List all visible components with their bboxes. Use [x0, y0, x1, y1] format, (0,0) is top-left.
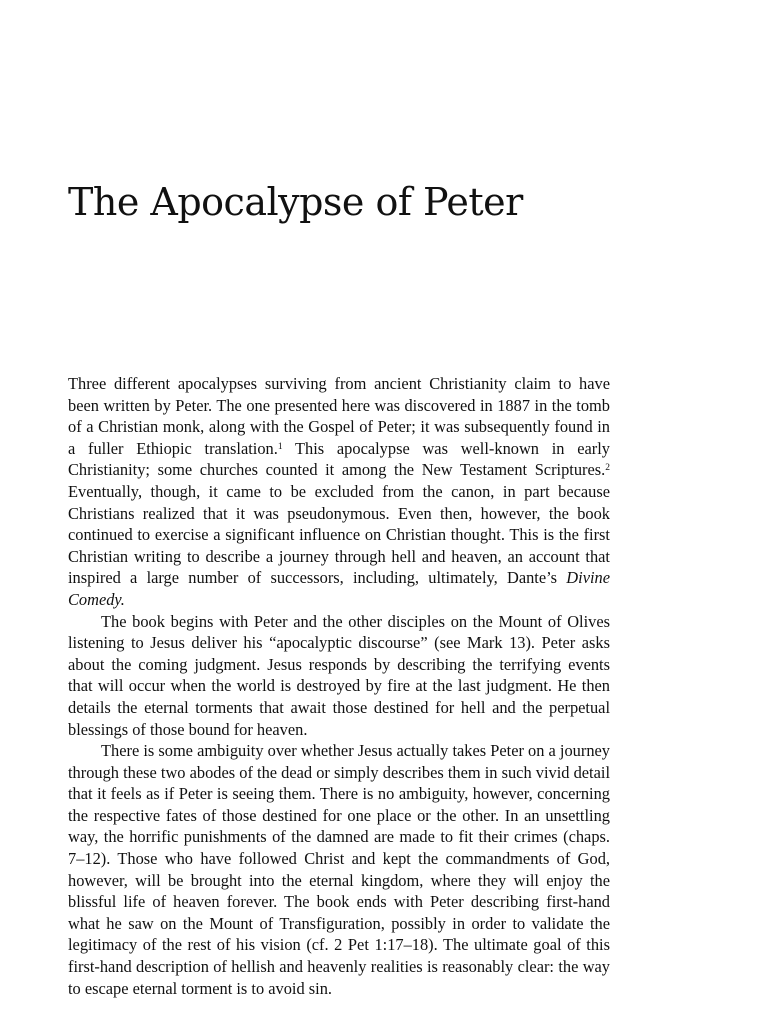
body-text	[68, 373, 610, 999]
work-title-divine-comedy: Divine Comedy.	[68, 568, 610, 609]
paragraph-1-text-3: Eventually, though, it came to be excluded from the canon, in part because Christians realized that it was pseudonymous. Even then, however, the book continued to exercise a significant influence on Christian thought. This is the first Christian writing to describe a journey through hell and heaven, an account that inspired a large number of successors, including, ultimately, Dante’s	[68, 481, 610, 588]
paragraph-1-text-1: Three different apocalypses surviving from ancient Christianity claim to have been written by Peter. The one presented here was discovered in 1887 in the tomb of a Christian monk, along with the Gospel of Peter; it was subsequently found in a fuller Ethiopic translation.	[68, 374, 610, 458]
paragraph-3-text: There is some ambiguity over whether Jesus actually takes Peter on a journey through these two abodes of the dead or simply describes them in such vivid detail that it feels as if Peter is seeing them. There is no ambiguity, however, concerning the respective fates of those destined for one place or the other. In an unsettling way, the horrific punishments of the damned are made to fit their crimes (chaps. 7–12). Those who have followed Christ and kept the commandments of God, however, will be brought into the eternal kingdom, where they will enjoy the blissful life of heaven forever. The book ends with Peter describing first-hand what he saw on the Mount of Transfiguration, possibly in order to validate the legitimacy of the rest of his vision (cf. 2 Pet 1:17–18). The ultimate goal of this first-hand description of hellish and heavenly realities is reasonably clear: the way to escape eternal torment is to avoid sin.	[68, 741, 610, 998]
footnote-marker-1[interactable]: 1	[277, 441, 283, 452]
paragraph-3	[68, 740, 610, 999]
chapter-title: The Apocalypse of Peter	[68, 180, 523, 224]
paragraph-1-text-2: This apocalypse was well-known in early Christianity; some churches counted it among the New Testament Scriptures.	[68, 438, 610, 480]
paragraph-2-text: The book begins with Peter and the other disciples on the Mount of Olives listening to Jesus deliver his “apocalyptic discourse” (see Mark 13). Peter asks about the coming judgment. Jesus responds by describing the terrifying events that will occur when the world is destroyed by fire at the last judgment. He then details the eternal torments that await those destined for hell and the perpetual blessings of those bound for heaven.	[68, 611, 610, 739]
paragraph-1	[68, 373, 610, 611]
footnote-marker-2[interactable]: 2	[605, 463, 610, 474]
paragraph-2	[68, 611, 610, 741]
